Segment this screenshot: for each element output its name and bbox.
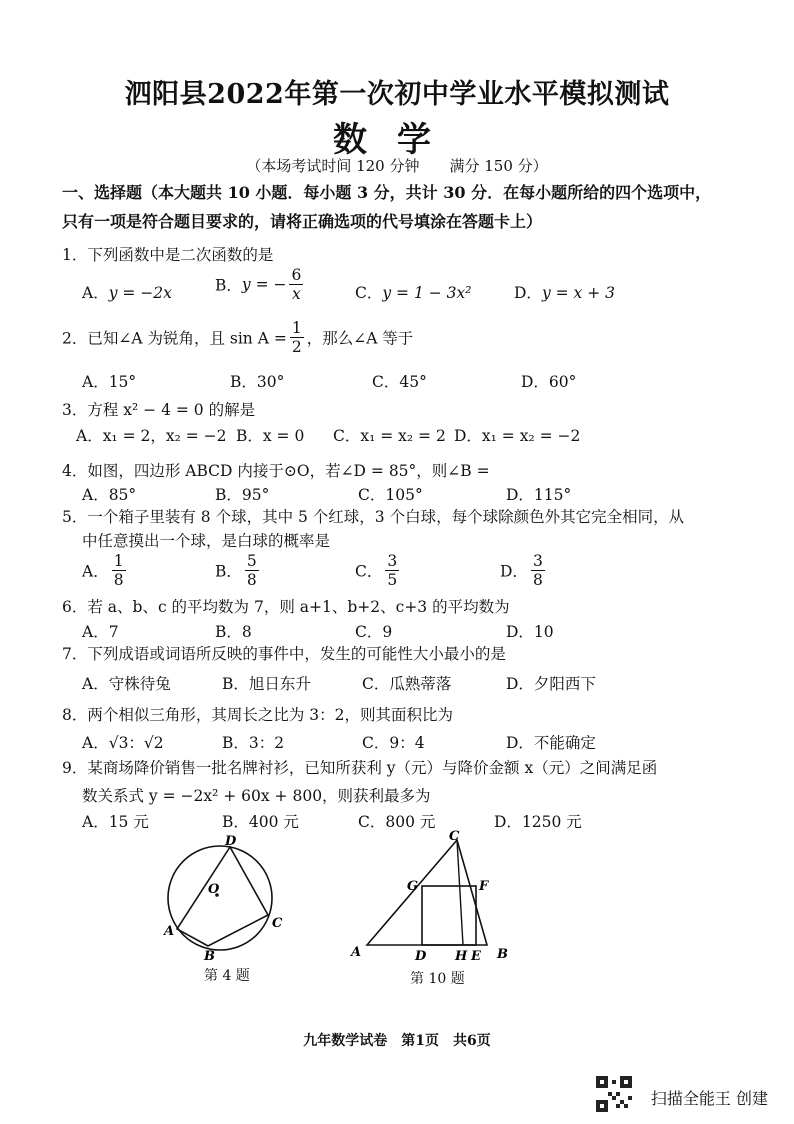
label-a: A xyxy=(164,924,175,939)
question-9-option-a: A．15 元 xyxy=(82,813,149,831)
question-9-stem-line1: 9．某商场降价销售一批名牌衬衫，已知所获利 y（元）与降价金额 x（元）之间满足函 xyxy=(62,759,658,777)
label-d: D xyxy=(415,949,427,964)
question-4-option-d: D．115° xyxy=(506,486,572,504)
question-1-option-d: D．y = x + 3 xyxy=(514,284,615,302)
rectangle-defg xyxy=(422,886,476,945)
question-3-option-a: A．x₁ = 2，x₂ = −2 xyxy=(76,427,227,445)
question-6-stem: 6．若 a、b、c 的平均数为 7，则 a+1、b+2、c+3 的平均数为 xyxy=(62,598,510,616)
question-9-option-d: D．1250 元 xyxy=(494,813,582,831)
label-a: A xyxy=(351,945,362,960)
question-1-stem: 1．下列函数中是二次函数的是 xyxy=(62,246,274,264)
question-8-option-b: B．3：2 xyxy=(222,734,285,752)
question-7-option-c: C．瓜熟蒂落 xyxy=(362,675,452,693)
question-6-option-d: D．10 xyxy=(506,623,554,641)
label-o: O xyxy=(208,882,220,897)
label-e: E xyxy=(471,949,481,964)
figure-q10-caption: 第 10 题 xyxy=(410,971,465,987)
label-f: F xyxy=(479,879,489,894)
question-7-option-b: B．旭日东升 xyxy=(222,675,311,693)
label-d: D xyxy=(225,835,237,849)
label-c: C xyxy=(272,916,283,931)
question-4-stem: 4．如图，四边形 ABCD 内接于⊙O，若∠D = 85°，则∠B = xyxy=(62,462,490,480)
question-1-option-b: B．y = − $\frac{6}{x}$ xyxy=(215,266,302,303)
question-5-stem-line2: 中任意摸出一个球，是白球的概率是 xyxy=(82,532,331,550)
question-3-stem: 3．方程 x² − 4 = 0 的解是 xyxy=(62,401,256,419)
section-heading-line1: 一、选择题（本大题共 10 小题．每小题 3 分，共计 30 分．在每小题所给的四个选项中， xyxy=(62,183,712,202)
question-2-option-c: C．45° xyxy=(372,373,427,391)
question-7-option-a: A．守株待兔 xyxy=(82,675,171,693)
question-8-stem: 8．两个相似三角形，其周长之比为 3：2，则其面积比为 xyxy=(62,706,454,724)
question-6-option-c: C．9 xyxy=(355,623,393,641)
figure-q4-caption: 第 4 题 xyxy=(204,968,250,984)
question-3-option-b: B．x = 0 xyxy=(236,427,305,445)
question-5-option-c: C． $\frac{3}{5}$ xyxy=(355,552,398,589)
label-c: C xyxy=(449,830,460,844)
question-8-option-a: A．√3：√2 xyxy=(82,734,164,752)
quadrilateral-abcd xyxy=(177,847,268,946)
exam-subject: 数学 xyxy=(333,120,461,160)
question-4-option-a: A．85° xyxy=(82,486,137,504)
question-2-option-b: B．30° xyxy=(230,373,285,391)
question-6-option-b: B．8 xyxy=(215,623,252,641)
label-g: G xyxy=(407,879,419,894)
question-9-stem-line2: 数关系式 y = −2x² + 60x + 800，则获利最多为 xyxy=(82,787,431,805)
scanner-watermark: 扫描全能王 创建 xyxy=(650,1089,768,1108)
triangle-abc xyxy=(367,840,487,945)
question-7-option-d: D．夕阳西下 xyxy=(506,675,596,693)
question-3-option-d: D．x₁ = x₂ = −2 xyxy=(454,427,581,445)
question-5-stem-line1: 5．一个箱子里装有 8 个球，其中 5 个红球，3 个白球，每个球除颜色外其它完全相同，从 xyxy=(62,508,685,526)
question-2-option-a: A．15° xyxy=(82,373,137,391)
question-9-option-b: B．400 元 xyxy=(222,813,299,831)
question-3-option-c: C．x₁ = x₂ = 2 xyxy=(333,427,446,445)
figure-q10-diagram xyxy=(345,830,520,965)
question-4-option-c: C．105° xyxy=(358,486,423,504)
question-1-option-c: C．y = 1 − 3x² xyxy=(355,284,472,302)
qr-code-icon xyxy=(596,1076,632,1112)
question-8-option-c: C．9：4 xyxy=(362,734,425,752)
question-5-option-d: D． $\frac{3}{8}$ xyxy=(500,552,543,589)
question-5-option-a: A． $\frac{1}{8}$ xyxy=(82,552,124,589)
question-7-stem: 7．下列成语或词语所反映的事件中，发生的可能性大小最小的是 xyxy=(62,645,506,663)
question-4-option-b: B．95° xyxy=(215,486,270,504)
question-6-option-a: A．7 xyxy=(82,623,119,641)
exam-title: 泗阳县2022年第一次初中学业水平模拟测试 xyxy=(124,79,670,110)
question-2-option-d: D．60° xyxy=(521,373,577,391)
question-5-option-b: B． $\frac{5}{8}$ xyxy=(215,552,257,589)
question-9-option-c: C．800 元 xyxy=(358,813,436,831)
label-h: H xyxy=(455,949,468,964)
page-footer: 九年数学试卷 第1页 共6页 xyxy=(303,1033,491,1049)
question-8-option-d: D．不能确定 xyxy=(506,734,596,752)
question-2-stem: 2．已知∠A 为锐角，且 sin A = $\frac{1}{2}$ ，那么∠A 等于 xyxy=(62,319,414,356)
figure-q4-diagram xyxy=(150,835,300,965)
exam-time-note: （本场考试时间 120 分钟 满分 150 分） xyxy=(246,157,548,175)
label-b: B xyxy=(497,947,508,962)
question-1-option-a: A．y = −2x xyxy=(82,284,172,302)
label-b: B xyxy=(204,949,215,964)
section-heading-line2: 只有一项是符合题目要求的，请将正确选项的代号填涂在答题卡上） xyxy=(62,212,543,231)
